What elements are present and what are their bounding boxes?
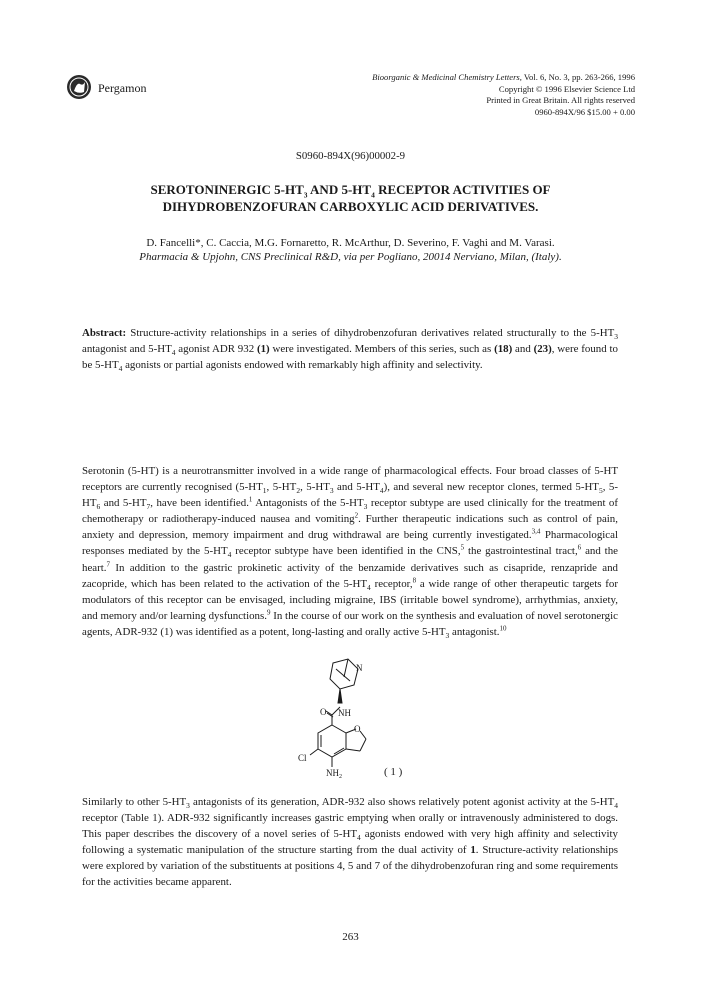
title-line-1: SEROTONINERGIC $5-HT_3$ AND $5-HT_4$ RECEPTOR ACTIVITIES OF (150, 182, 551, 200)
atom-nh2: $NH_2$ (326, 768, 342, 780)
body-paragraph-2: Similarly to other $5-HT_3$ antagonists of its generation, ADR-932 also shows relatively potent agonist activity at the $5-HT_4$ receptor (Table 1). ADR-932 significantly increases gastric emptying when orally or intravenously administered to dogs. This paper describes the discovery of a novel series of $5-HT_4$ agonists endowed with very high affinity and selectivity following a systematic manipulation of the structure starting from the dual activity of 1. Structure-activity relationships were explored by variation of the substituents at positions 4, 5 and 7 of the dihydrobenzofuran ring and some requirements for the activities became apparent. (82, 796, 618, 889)
journal-info (295, 72, 635, 118)
publisher-name: Pergamon (98, 81, 147, 95)
title-line-2: DIHYDROBENZOFURAN CARBOXYLIC ACID DERIVATIVES. (162, 199, 539, 214)
article-identifier: S0960-894X(96)00002-9 (295, 150, 406, 162)
journal-citation (295, 72, 635, 84)
pergamon-logo-icon (66, 74, 92, 100)
atom-o-carbonyl: O (320, 707, 327, 717)
printed-line: Printed in Great Britain. All rights reserved (486, 95, 635, 106)
chemical-structure (288, 655, 398, 785)
atom-cl: Cl (298, 753, 307, 763)
abstract-label: Abstract: (82, 327, 127, 339)
compound-label: ( 1 ) (384, 766, 403, 778)
affiliation: Pharmacia & Upjohn, CNS Preclinical R&D, via per Pogliano, 20014 Nerviano, Milan, (Italy). (139, 251, 562, 263)
article-title (70, 181, 631, 215)
journal-volume: , Vol. 6, No. 3, pp. 263-266, 1996 (519, 72, 635, 82)
copyright-line: Copyright © 1996 Elsevier Science Ltd (498, 83, 635, 94)
body-paragraph-1: Serotonin (5-HT) is a neurotransmitter involved in a wide range of pharmacological effects. Four broad classes of 5-HT receptors are currently recognised ($5-HT_1$, $5-HT_2$, $5-HT_3$ and $5-HT_4$), and several new receptor clones, termed $5-HT_5$, $5-HT_6$ and $5-HT_7$, have been identified.$^1$ Antagonists of the $5-HT_3$ receptor subtype are used clinically for the treatment of chemotherapy or radiotherapy-induced nausea and vomiting$^2$. Further therapeutic indications such as control of pain, anxiety and depression, memory impairment and drug withdrawal are being currently investigated.$^{3,4}$ Pharmacological responses mediated by the $5-HT_4$ receptor subtype have been identified in the CNS,$^5$ the gastrointestinal tract,$^6$ and the heart.$^7$ In addition to the gastric prokinetic activity of the benzamide derivatives such as cisapride, renzapride and zacopride, which has been related to the activation of the $5-HT_4$ receptor,$^8$ a wide range of other therapeutic targets for modulators of this receptor can be envisaged, including migraine, IBS (irritable bowel syndrome), arrhythmias, anxiety, and memory and/or learning dysfunctions.$^9$ In the course of our work on the synthesis and evaluation of novel serotonergic agents, ADR-932 (1) was identified as a potent, long-lasting and orally active $5-HT_3$ antagonist.$^{10}$ (82, 465, 618, 641)
issn-line: 0960-894X/96 $15.00 + 0.00 (534, 106, 635, 117)
author-block (70, 236, 631, 264)
journal-title: Bioorganic & Medicinal Chemistry Letters (372, 72, 520, 82)
atom-n: N (356, 663, 363, 673)
atom-o-ring: O (354, 724, 361, 734)
abstract: Abstract: Structure-activity relationships in a series of dihydrobenzofuran derivatives related structurally to the $5-HT_3$ antagonist and $5-HT_4$ agonist ADR 932 (1) were investigated. Members of this series, such as (18) and (23), were found to be $5-HT_4$ agonists or partial agonists endowed with remarkably high affinity and selectivity. (82, 327, 618, 374)
atom-nh: NH (338, 708, 351, 718)
page-number: 263 (342, 931, 359, 943)
author-list: D. Fancelli*, C. Caccia, M.G. Fornaretto, R. McArthur, D. Severino, F. Vaghi and M. Varasi. (146, 237, 555, 249)
